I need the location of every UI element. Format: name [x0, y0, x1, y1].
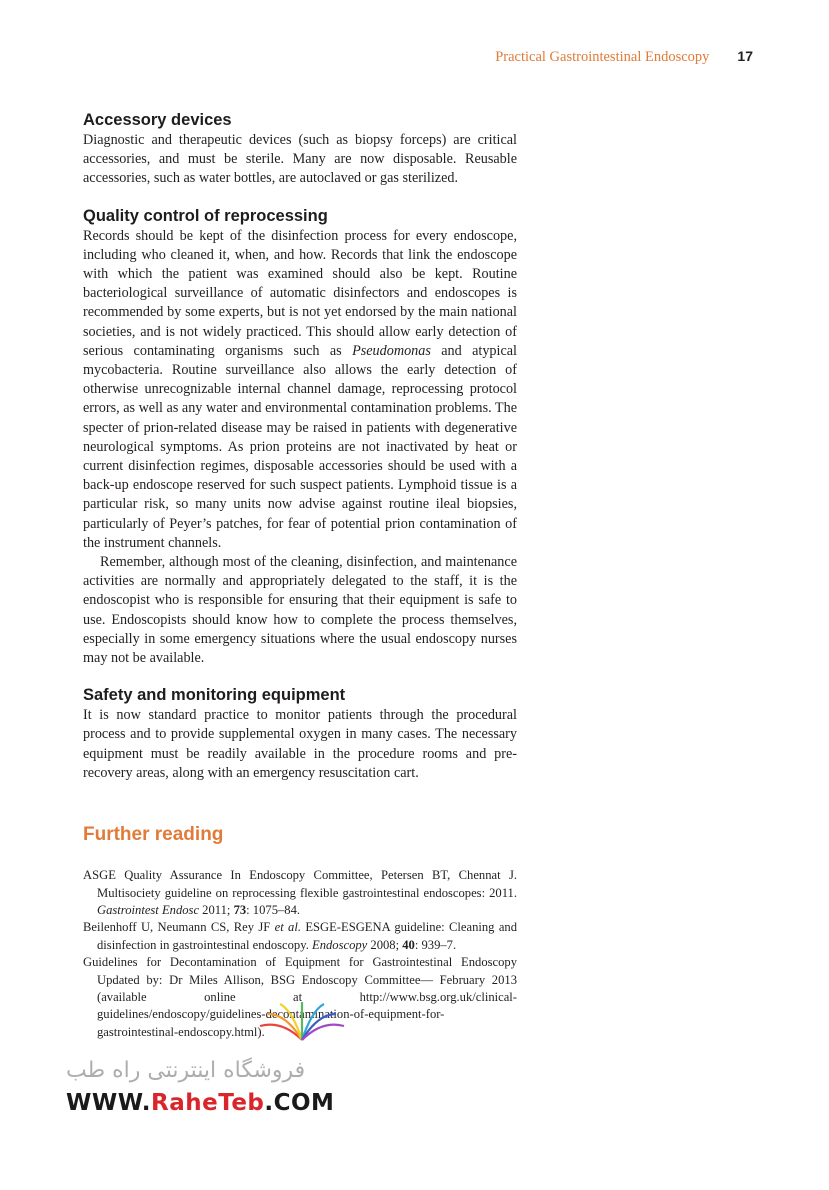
paragraph-safety-monitoring: It is now standard practice to monitor patients through the procedural process and to provide supplemental oxygen in many cases. The necessary equipment must be readily available in the procedure rooms and pre-recovery areas, along with an emergency resuscitation cart.: [83, 707, 517, 781]
paragraph-text: and atypical mycobacteria. Routine surveillance also allows the early detection of otherwise unrecognizable internal channel damage, reprocessing protocol errors, as well as any water and environmental contamination problems. The specter of prion-related disease may be raised in patients with degenerative neurological symptoms. As prion proteins are not inactivated by heat or current disinfection regimes, disposable accessories should be used with a back-up endoscope reserved for such suspect patients. Lymphoid tissue is a particular risk, so many units now advise against routine ileal biopsies, particularly of Peyer’s patches, for fear of potential prion contamination of the instrument channels.: [83, 342, 518, 551]
journal-name: Gastrointest Endosc: [97, 902, 200, 917]
url-prefix: WWW.: [66, 1090, 151, 1116]
reference-text: 2008;: [367, 937, 403, 952]
watermark: [66, 1000, 366, 1120]
paragraph-text: Records should be kept of the disinfection process for every endoscope, including who cleaned it, when, and how. Records that link the endoscope with which the patient was examined should also be kept. Routine bacteriological surveillance of automatic disinfectors and endoscopes is recommended by some experts, but is not yet endorsed by the main national societies, and is not widely practiced. This should allow early detection of serious contaminating organisms such as: [83, 227, 517, 359]
reference-text: ASGE Quality Assurance In Endoscopy Committee, Petersen BT, Chennat J. Multisociety guideline on reprocessing flexible gastrointestinal endoscopes: 2011.: [83, 868, 517, 900]
reference-text: 2011;: [199, 902, 234, 917]
reference-text: Beilenhoff U, Neumann CS, Rey JF: [83, 920, 275, 935]
watermark-url: [66, 1090, 334, 1116]
main-text-column: [83, 110, 517, 1041]
italic-term-pseudomonas: Pseudomonas: [352, 342, 431, 359]
volume-number: 40: [402, 937, 415, 952]
further-reading-heading: Further reading: [83, 824, 224, 846]
reference-item: Guidelines for Decontamination of Equipment for Gastrointestinal Endoscopy Updated by: Dr Miles Allison, BSG Endoscopy Committee— February 2013 (available online at http://www.bsg.org.uk/clinical-guidelines/endoscopy/guidelines-decontamination-of-equipment-for-gastrointestinal-endoscopy.html).: [83, 955, 517, 1039]
volume-number: 73: [233, 902, 247, 917]
running-title: Practical Gastrointestinal Endoscopy: [495, 49, 710, 65]
page-number: 17: [737, 48, 753, 64]
et-al: et al.: [274, 920, 301, 935]
reference-item: [83, 919, 517, 954]
section-heading-safety-monitoring: Safety and monitoring equipment: [83, 686, 346, 705]
section-heading-quality-control: Quality control of reprocessing: [83, 206, 328, 225]
running-header: [495, 48, 753, 66]
reference-text: : 1075–84.: [246, 902, 301, 917]
journal-name: Endoscopy: [312, 937, 368, 952]
reference-text: ESGE-ESGENA guideline: Cleaning and disinfection in gastrointestinal endoscopy.: [97, 920, 518, 952]
section-heading-accessory-devices: Accessory devices: [83, 111, 232, 129]
paragraph-remember: Remember, although most of the cleaning, disinfection, and maintenance activities are normally and appropriately delegated to the staff, it is the endoscopist who is responsible for ensuring that their equipment is safe to use. Endoscopists should know how to complete the process themselves, especially in some emergency situations where the usual endoscopy nurses may not be available.: [83, 554, 517, 667]
reference-item: [83, 867, 517, 919]
book-logo-icon: [252, 1000, 352, 1048]
url-suffix: .COM: [264, 1090, 335, 1116]
paragraph-accessory-devices: Diagnostic and therapeutic devices (such as biopsy forceps) are critical accessories, and must be sterile. Many are now disposable. Reusable accessories, such as water bottles, are autoclaved or gas sterilized.: [83, 132, 517, 187]
paragraph-quality-control: [83, 227, 517, 553]
reference-text: : 939–7.: [414, 937, 457, 952]
watermark-persian-text: فروشگاه اینترنتی راه طب: [66, 1058, 306, 1083]
url-brand: RaheTeb: [150, 1090, 265, 1116]
